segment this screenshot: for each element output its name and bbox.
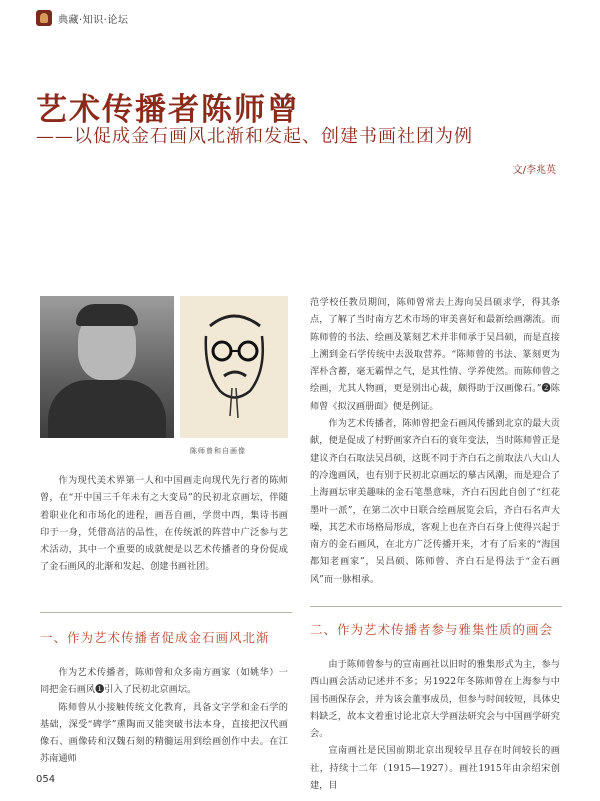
intro-paragraph: 作为现代美术界第一人和中国画走向现代先行者的陈师曾，在“开中国三千年未有之大变局”的民初北京画坛，伴随着职业化和市场化的进程，画吾自画，学贯中西，集诗书画印于一身，凭借高洁的品性，在传统派的阵营中广泛参与艺术活动，其中一个重要的成就便是以艺术传播者的身份促成了金石画风的北渐和发起、创建书画社团。 (40, 475, 288, 573)
paragraph: 宣南画社是民国前期北京出现较早且存在时间较长的画社，持续十二年（1915—1927）。画社1915年由余绍宋创建，目 (310, 745, 560, 792)
section-name: 典藏·知识·论坛 (58, 14, 129, 26)
paragraph: 由于陈师曾参与的宣南画社以旧时的雅集形式为主，参与西山画会活动记述并不多；另1922年冬陈师曾在上海参与中国书画保存会，并为该会董事成员，但参与时间较短，具体史料缺乏，故本文着重讨论北京大学画法研究会与中国画学研究会。 (310, 659, 560, 740)
figure-caption: 陈师曾和自画像 (190, 447, 246, 455)
self-portrait-sketch (180, 296, 288, 438)
right-column-body (310, 294, 560, 588)
article-title: 艺术传播者陈师曾 (36, 92, 300, 128)
section1-heading: 一、作为艺术传播者促成金石画风北渐 (40, 630, 270, 645)
photo-cap (76, 304, 138, 326)
page-header (36, 10, 128, 26)
sketch-drawing (180, 296, 288, 438)
paragraph: 范学校任教员期间，陈师曾常去上海向吴昌硕求学，得其条点，了解了当时南方艺术市场的审美喜好和最新绘画潮流。而陈师曾的书法、绘画及篆刻艺术并非师承于吴昌硕，而是直接上溯到金石学传统中去汲取营养。“陈师曾的书法、篆刻更为浑朴含蓄，毫无霸悍之气，是其性情、学养使然。而陈师曾之绘画，尤其人物画，更是别出心裁，颇得助于汉画像石。”❷陈师曾《拟汉画册面》便是例证。 (310, 297, 560, 412)
section-divider (40, 612, 292, 613)
paragraph: 作为艺术传播者，陈师曾和众多南方画家（如姚华）一同把金石画风❶引入了民初北京画坛。 (40, 667, 288, 696)
paragraph: 陈师曾从小接触传统文化教育，具备文字学和金石学的基础，深受“碑学”熏陶而又能突破书法本身，直接把汉代画像石、画像砖和汉魏石刻的精髓运用到绘画创作中去。在江苏南通师 (40, 701, 288, 765)
article-author: 文/李兆英 (512, 165, 556, 176)
photo-body (48, 380, 166, 438)
article-subtitle: ——以促成金石画风北渐和发起、创建书画社团为例 (36, 126, 473, 147)
page-number: 054 (36, 774, 56, 785)
left-column-body (40, 664, 288, 768)
right-column-body-2 (310, 656, 560, 794)
section-divider (310, 606, 562, 607)
section2-heading: 二、作为艺术传播者参与雅集性质的画会 (310, 622, 554, 637)
portrait-photo (40, 296, 174, 438)
magazine-logo-icon (36, 10, 52, 26)
paragraph: 作为艺术传播者，陈师曾把金石画风传播到北京的最大贡献，便是促成了村野画家齐白石的衰年变法，当时陈师曾正是建议齐白石取法吴昌硕，这既不同于齐白石之前取法八大山人的冷逸画风，也有别于民初北京画坛的摹古风潮，而是迎合了上海画坛审美趣味的金石笔墨意味，齐白石因此自创了“红花墨叶一派”，在第二次中日联合绘画展览会后，齐白石名声大噪，其艺术市场格局形成，客观上也在齐白石身上使得兴起于南方的金石画风，在北方广泛传播开来，才有了后来的“海国都知老画家”，吴昌硕、陈师曾、齐白石是得法于“金石画风”而一脉相承。 (310, 418, 560, 585)
